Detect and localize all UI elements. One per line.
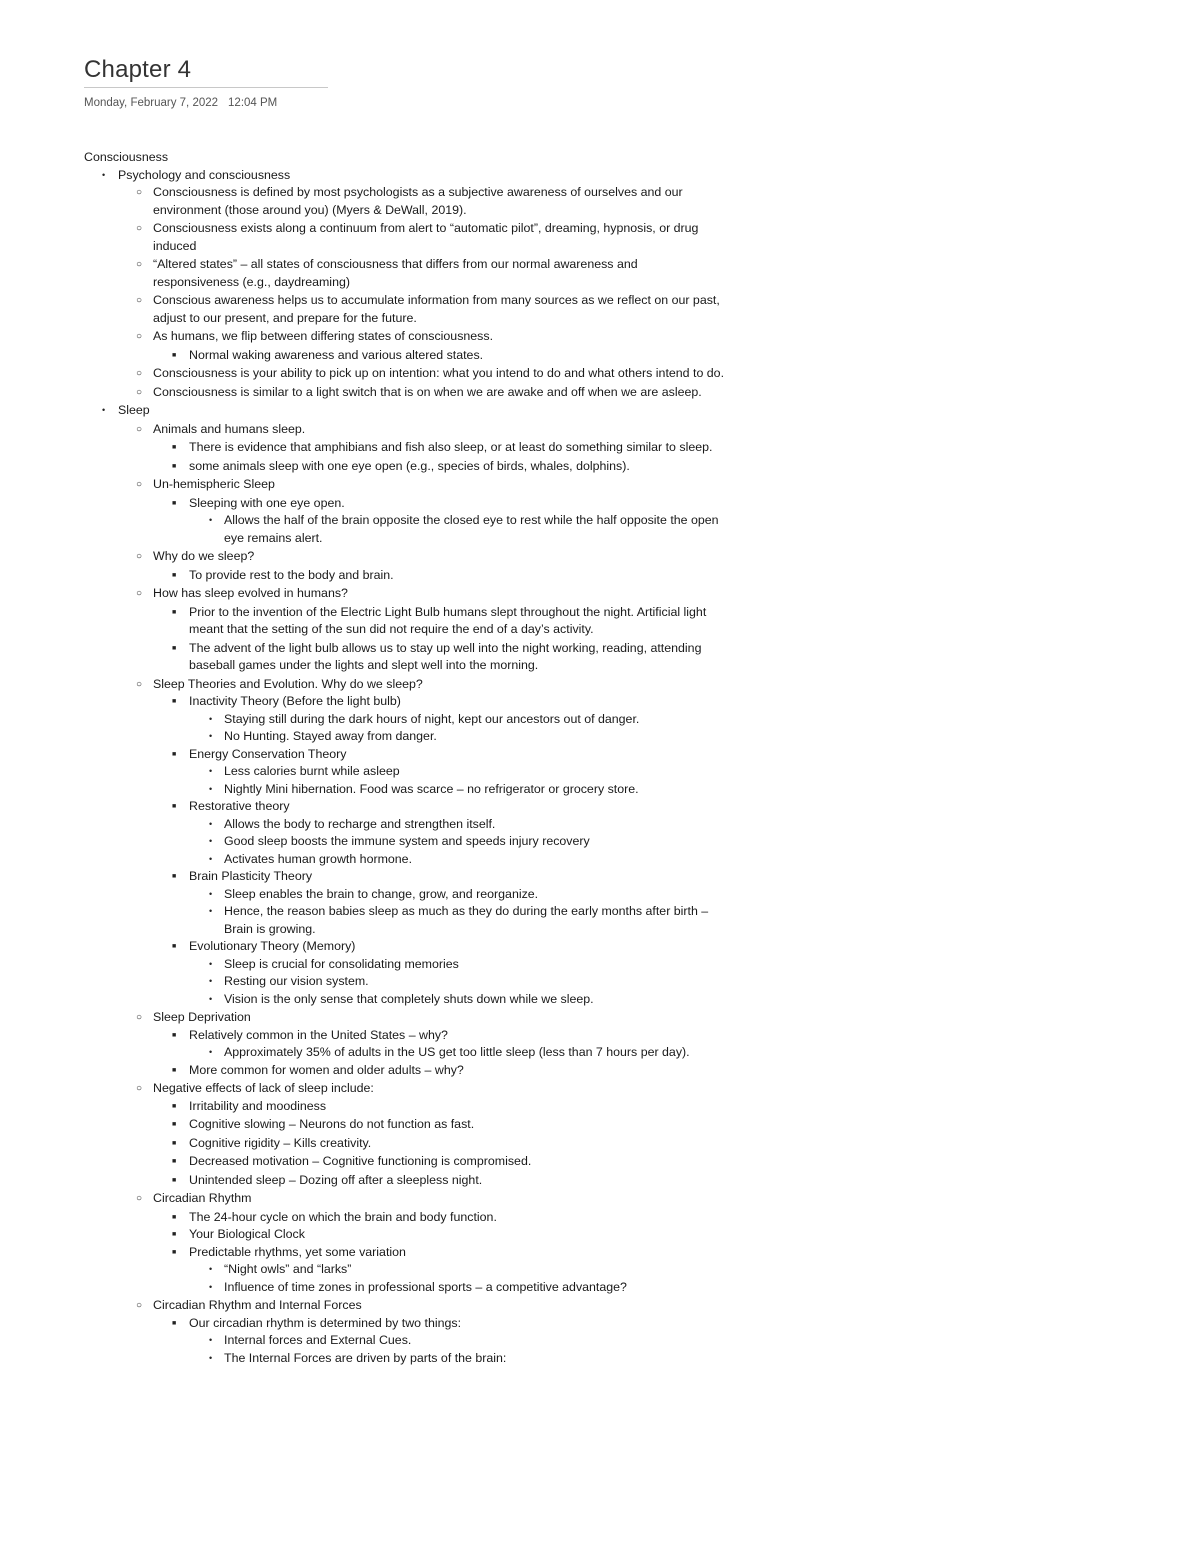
outline-item-text: Decreased motivation – Cognitive functioning is compromised. — [189, 1154, 532, 1168]
detail-bullet-marker: • — [209, 713, 213, 724]
outline-item-text: Less calories burnt while asleep — [224, 764, 400, 778]
outline-item-text: Sleeping with one eye open. — [189, 495, 345, 510]
detail-bullet-marker: • — [209, 976, 213, 986]
outline-item — [84, 816, 724, 834]
sub-sub-bullet-marker: ■ — [172, 462, 177, 470]
sub-sub-bullet-marker: ■ — [172, 1139, 177, 1147]
outline-item-text: Cognitive rigidity – Kills creativity. — [189, 1135, 372, 1150]
outline-item-text: Why do we sleep? — [153, 549, 255, 563]
outline-item — [84, 781, 724, 799]
outline-item — [84, 886, 724, 904]
outline-item — [84, 604, 724, 639]
detail-bullet-marker: • — [209, 853, 213, 864]
outline-item — [84, 1350, 724, 1368]
outline-item — [84, 439, 724, 457]
outline-item-text: “Altered states” – all states of consciousness that differs from our normal awareness and responsiveness (e.g., daydreaming) — [153, 257, 638, 289]
outline-item — [84, 1153, 724, 1171]
outline-item — [84, 1279, 724, 1297]
sub-sub-bullet-marker: ■ — [172, 1213, 177, 1221]
outline-item — [84, 973, 724, 991]
outline-item — [84, 711, 724, 729]
outline-item — [84, 585, 724, 603]
sub-bullet-marker: ○ — [136, 588, 143, 599]
outline-item-text: Circadian Rhythm — [153, 1191, 252, 1205]
outline-item-text: Animals and humans sleep. — [153, 421, 306, 436]
outline-item-text: Approximately 35% of adults in the US get too little sleep (less than 7 hours per day). — [224, 1045, 690, 1059]
detail-bullet-marker: • — [209, 1047, 213, 1057]
sub-sub-bullet-marker: ■ — [172, 571, 177, 579]
outline-item — [84, 798, 724, 816]
sub-sub-bullet-marker: ■ — [172, 351, 177, 359]
outline-item-text: Evolutionary Theory (Memory) — [189, 939, 356, 953]
sub-bullet-marker: ○ — [136, 368, 143, 379]
sub-sub-bullet-marker: ■ — [172, 1102, 177, 1110]
outline-item-text: Our circadian rhythm is determined by two things: — [189, 1315, 462, 1330]
sub-sub-bullet-marker: ■ — [172, 1176, 177, 1184]
sub-sub-bullet-marker: ■ — [172, 644, 177, 652]
sub-bullet-marker: ○ — [136, 386, 143, 398]
outline-item-text: To provide rest to the body and brain. — [189, 567, 394, 582]
outline-item-text: Sleep Theories and Evolution. Why do we sleep? — [153, 676, 423, 691]
sub-bullet-marker: ○ — [136, 223, 143, 234]
outline-item — [84, 746, 724, 764]
outline-item — [84, 833, 724, 851]
outline-item — [84, 956, 724, 974]
outline-item — [84, 1297, 724, 1315]
outline-item — [84, 384, 724, 402]
outline-item-text: Prior to the invention of the Electric Light Bulb humans slept throughout the night. Artificial light meant that the setting of the sun did not require the end of a day’s activity. — [189, 604, 707, 636]
detail-bullet-marker: • — [209, 906, 213, 916]
detail-bullet-marker: • — [209, 766, 213, 776]
outline-item — [84, 1009, 724, 1027]
outline-item-text: The 24-hour cycle on which the brain and body function. — [189, 1209, 497, 1224]
sub-bullet-marker: ○ — [136, 678, 143, 690]
sub-sub-bullet-marker: ■ — [172, 499, 177, 507]
title-divider — [84, 87, 328, 88]
sub-sub-bullet-marker: ■ — [172, 608, 177, 616]
outline-item-text: Conscious awareness helps us to accumulate information from many sources as we reflect on our past, adjust to our present, and prepare for the future. — [153, 293, 720, 325]
outline-item — [84, 548, 724, 566]
outline-item-text: Predictable rhythms, yet some variation — [189, 1244, 406, 1259]
outline-item-text: Inactivity Theory (Before the light bulb) — [189, 694, 401, 708]
outline-item — [84, 903, 724, 938]
outline-item-text: Unintended sleep – Dozing off after a sleepless night. — [189, 1172, 483, 1187]
outline-item — [84, 1209, 724, 1227]
detail-bullet-marker: • — [209, 1281, 213, 1292]
sub-sub-bullet-marker: ■ — [172, 1121, 177, 1128]
outline-item — [84, 421, 724, 439]
outline-item-text: Internal forces and External Cues. — [224, 1333, 412, 1347]
outline-item — [84, 347, 724, 365]
outline-item — [84, 640, 724, 675]
sub-sub-bullet-marker: ■ — [172, 1231, 177, 1238]
outline-item — [84, 991, 724, 1009]
page-timestamp — [84, 97, 277, 109]
sub-bullet-marker: ○ — [136, 479, 143, 490]
outline-item — [84, 1080, 724, 1098]
sub-sub-bullet-marker: ■ — [172, 1066, 177, 1074]
sub-sub-bullet-marker: ■ — [172, 1319, 177, 1327]
sub-sub-bullet-marker: ■ — [172, 698, 177, 705]
outline-item-text: Nightly Mini hibernation. Food was scarce – no refrigerator or grocery store. — [224, 781, 639, 796]
outline-item-text: Consciousness is similar to a light switch that is on when we are awake and off when we are asleep. — [153, 384, 702, 399]
outline-item — [84, 938, 724, 956]
outline-item-text: Brain Plasticity Theory — [189, 869, 313, 883]
outline-item-text: Allows the body to recharge and strengthen itself. — [224, 816, 496, 831]
outline-item-text: Influence of time zones in professional sports – a competitive advantage? — [224, 1279, 627, 1294]
sub-sub-bullet-marker: ■ — [172, 1158, 177, 1165]
outline-item-text: Un-hemispheric Sleep — [153, 477, 275, 491]
sub-bullet-marker: ○ — [136, 1083, 143, 1094]
outline-item-text: Good sleep boosts the immune system and speeds injury recovery — [224, 834, 590, 848]
outline-item-text: Psychology and consciousness — [118, 167, 291, 182]
detail-bullet-marker: • — [209, 888, 213, 899]
outline-item — [84, 1261, 724, 1279]
bullet-marker: • — [102, 169, 106, 180]
outline-item — [84, 693, 724, 711]
outline-item — [84, 1044, 724, 1062]
outline-item — [84, 1098, 724, 1116]
detail-bullet-marker: • — [209, 731, 213, 741]
outline-item-text: No Hunting. Stayed away from danger. — [224, 729, 437, 743]
outline-item-text: Normal waking awareness and various altered states. — [189, 347, 484, 362]
outline-item — [84, 495, 724, 513]
outline-item-text: Staying still during the dark hours of night, kept our ancestors out of danger. — [224, 711, 640, 726]
page-title: Chapter 4 — [84, 56, 192, 83]
outline-item — [84, 1027, 724, 1045]
outline-item-text: Circadian Rhythm and Internal Forces — [153, 1298, 362, 1312]
outline-item-text: Irritability and moodiness — [189, 1098, 327, 1113]
sub-sub-bullet-marker: ■ — [172, 943, 177, 950]
outline-item — [84, 149, 724, 167]
outline-item — [84, 1135, 724, 1153]
sub-sub-bullet-marker: ■ — [172, 750, 177, 758]
detail-bullet-marker: • — [209, 1264, 213, 1274]
sub-bullet-marker: ○ — [136, 1012, 143, 1023]
bullet-marker: • — [102, 405, 106, 415]
sub-bullet-marker: ○ — [136, 259, 143, 270]
detail-bullet-marker: • — [209, 958, 213, 969]
outline-item — [84, 1116, 724, 1134]
outline-item-text: Consciousness — [84, 150, 169, 164]
sub-sub-bullet-marker: ■ — [172, 444, 177, 451]
detail-bullet-marker: • — [209, 1335, 213, 1345]
outline-item-text: How has sleep evolved in humans? — [153, 586, 348, 600]
sub-sub-bullet-marker: ■ — [172, 1248, 177, 1256]
outline-item — [84, 512, 724, 547]
outline-item — [84, 1190, 724, 1208]
outline-item-text: Consciousness is your ability to pick up on intention: what you intend to do and what others intend to do. — [153, 366, 725, 380]
sub-sub-bullet-marker: ■ — [172, 873, 177, 880]
outline-item-text: There is evidence that amphibians and fish also sleep, or at least do something similar to sleep. — [189, 440, 713, 454]
sub-bullet-marker: ○ — [136, 1193, 143, 1204]
notes-outline — [84, 149, 724, 1367]
outline-item-text: Cognitive slowing – Neurons do not function as fast. — [189, 1117, 475, 1131]
outline-item-text: The Internal Forces are driven by parts of the brain: — [224, 1350, 507, 1365]
outline-item — [84, 292, 724, 327]
outline-item-text: The advent of the light bulb allows us to stay up well into the night working, reading, attending baseball games under the lights and slept well into the morning. — [189, 640, 702, 672]
detail-bullet-marker: • — [209, 818, 213, 829]
outline-item-text: Sleep enables the brain to change, grow, and reorganize. — [224, 886, 539, 901]
outline-item — [84, 1226, 724, 1244]
detail-bullet-marker: • — [209, 783, 213, 794]
outline-item — [84, 1062, 724, 1080]
outline-item-text: Consciousness is defined by most psychologists as a subjective awareness of ourselves and our environment (those around you) (Myers & DeWall, 2019). — [153, 185, 683, 217]
detail-bullet-marker: • — [209, 515, 213, 525]
outline-item — [84, 365, 724, 383]
outline-item-text: As humans, we flip between differing states of consciousness. — [153, 329, 494, 343]
outline-item — [84, 763, 724, 781]
sub-bullet-marker: ○ — [136, 423, 143, 435]
outline-item-text: Allows the half of the brain opposite the closed eye to rest while the half opposite the open eye remains alert. — [224, 513, 719, 545]
outline-item-text: Energy Conservation Theory — [189, 746, 347, 761]
page-date: Monday, February 7, 2022 — [84, 97, 219, 109]
detail-bullet-marker: • — [209, 836, 213, 846]
detail-bullet-marker: • — [209, 993, 213, 1004]
outline-item — [84, 328, 724, 346]
detail-bullet-marker: • — [209, 1352, 213, 1363]
page-time: 12:04 PM — [228, 97, 278, 109]
outline-item — [84, 567, 724, 585]
outline-item-text: Restorative theory — [189, 799, 290, 813]
outline-item-text: Activates human growth hormone. — [224, 851, 413, 866]
outline-item-text: “Night owls” and “larks” — [224, 1262, 352, 1276]
sub-bullet-marker: ○ — [136, 1300, 143, 1311]
outline-item-text: Hence, the reason babies sleep as much as they do during the early months after birth – Brain is growing. — [224, 904, 709, 936]
sub-sub-bullet-marker: ■ — [172, 803, 177, 810]
outline-item — [84, 402, 724, 420]
outline-item — [84, 220, 724, 255]
outline-item-text: Relatively common in the United States – why? — [189, 1027, 448, 1042]
outline-item — [84, 256, 724, 291]
outline-item — [84, 476, 724, 494]
outline-item-text: some animals sleep with one eye open (e.g., species of birds, whales, dolphins). — [189, 458, 630, 473]
outline-item — [84, 728, 724, 746]
outline-item — [84, 458, 724, 476]
sub-bullet-marker: ○ — [136, 295, 143, 306]
outline-item-text: Consciousness exists along a continuum from alert to “automatic pilot”, dreaming, hypnosis, or drug induced — [153, 221, 699, 253]
sub-bullet-marker: ○ — [136, 187, 143, 198]
outline-item-text: Sleep Deprivation — [153, 1010, 251, 1024]
sub-bullet-marker: ○ — [136, 551, 143, 562]
outline-item — [84, 1172, 724, 1190]
outline-item — [84, 1244, 724, 1262]
sub-bullet-marker: ○ — [136, 331, 143, 342]
outline-item-text: Sleep is crucial for consolidating memories — [224, 956, 459, 971]
outline-item-text: Negative effects of lack of sleep include: — [153, 1081, 374, 1095]
outline-item — [84, 184, 724, 219]
outline-item — [84, 851, 724, 869]
outline-item-text: Your Biological Clock — [189, 1227, 305, 1241]
outline-item-text: More common for women and older adults – why? — [189, 1062, 464, 1077]
outline-item — [84, 868, 724, 886]
outline-item-text: Resting our vision system. — [224, 974, 369, 988]
outline-item — [84, 167, 724, 185]
outline-item — [84, 1332, 724, 1350]
outline-item — [84, 676, 724, 694]
outline-item-text: Sleep — [118, 403, 150, 417]
outline-item-text: Vision is the only sense that completely shuts down while we sleep. — [224, 991, 594, 1006]
outline-item — [84, 1315, 724, 1333]
sub-sub-bullet-marker: ■ — [172, 1031, 177, 1039]
